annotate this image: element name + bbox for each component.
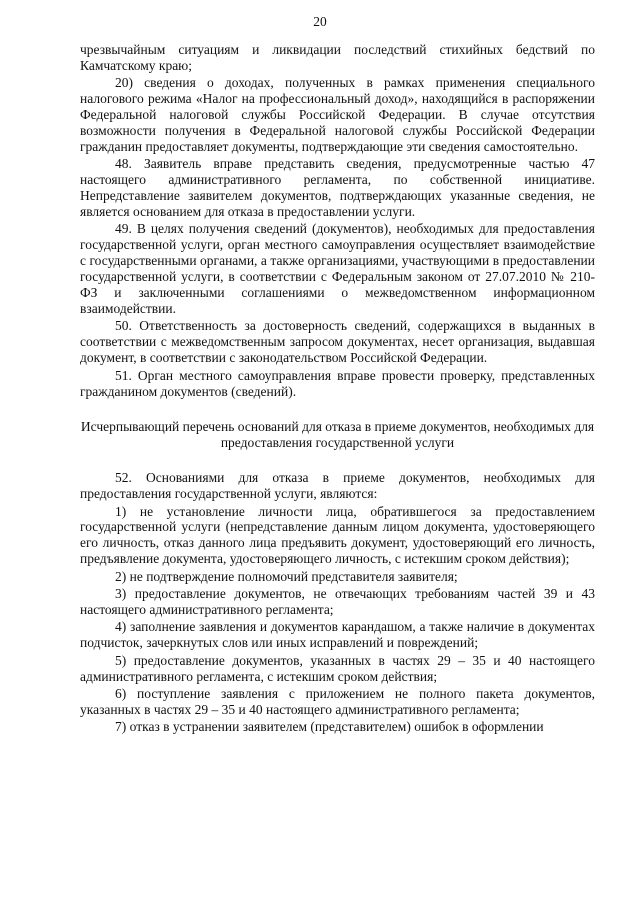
paragraph: 6) поступление заявления с приложением не полного пакета документов, указанных в частях 29 – 35 и 40 настоящего административного регламента;	[80, 686, 595, 717]
paragraph: 3) предоставление документов, не отвечающих требованиям частей 39 и 43 настоящего административного регламента;	[80, 586, 595, 617]
paragraph: 7) отказ в устранении заявителем (представителем) ошибок в оформлении	[115, 719, 544, 735]
paragraph: 1) не установление личности лица, обратившегося за предоставлением государственной услуги (непредставление данным лицом документа, удостоверяющего его личность, отказ данного лица предъявить документ, удостоверяющий его личность, предъявление документа, удостоверяющего личность, с истекшим сроком действия);	[80, 503, 595, 567]
paragraph-group-top	[80, 42, 595, 399]
paragraph: 2) не подтверждение полномочий представителя заявителя;	[115, 568, 458, 584]
paragraph: 5) предоставление документов, указанных в частях 29 – 35 и 40 настоящего административного регламента, с истекшим сроком действия;	[80, 652, 595, 684]
section-heading: Исчерпывающий перечень оснований для отказа в приеме документов, необходимых для предоставления государственной услуги	[80, 419, 595, 451]
paragraph: 20) сведения о доходах, полученных в рамках применения специального налогового режима «Налог на профессиональный доход», находящийся в распоряжении Федеральной налоговой службы Российской Федерации. В случае отсутствия возможности получения в Федеральной налоговой службы Российской Федерации гражданин предоставляет документы, подтверждающие эти сведения самостоятельно.	[80, 75, 595, 154]
paragraph: чрезвычайным ситуациям и ликвидации последствий стихийных бедствий по Камчатскому краю;	[80, 42, 595, 73]
paragraph-group-bottom	[80, 470, 595, 735]
paragraph: 52. Основаниями для отказа в приеме документов, необходимых для предоставления государственной услуги, являются:	[80, 470, 595, 502]
paragraph: 4) заполнение заявления и документов карандашом, а также наличие в документах подчисток, зачеркнутых слов или иных исправлений и повреждений;	[80, 619, 595, 651]
document-body	[80, 42, 595, 737]
paragraph: 51. Орган местного самоуправления вправе провести проверку, представленных гражданином документов (сведений).	[80, 367, 595, 399]
paragraph: 50. Ответственность за достоверность сведений, содержащихся в выданных в соответствии с межведомственным запросом документах, несет организация, выдавшая документ, в соответствии с законодательством Российской Федерации.	[80, 318, 595, 366]
paragraph: 48. Заявитель вправе представить сведения, предусмотренные частью 47 настоящего административного регламента, по собственной инициативе. Непредставление заявителем документов, подтверждающих указанные сведения, не является основанием для отказа в предоставлении услуги.	[80, 156, 595, 220]
paragraph: 49. В целях получения сведений (документов), необходимых для предоставления государственной услуги, орган местного самоуправления осуществляет взаимодействие с государственными органами, а также организациями, участвующими в предоставлении государственной услуги, в соответствии с Федеральным законом от 27.07.2010 № 210-ФЗ и заключенными соглашениями о межведомственном информационном взаимодействии.	[80, 221, 595, 316]
page-number: 20	[313, 14, 327, 29]
